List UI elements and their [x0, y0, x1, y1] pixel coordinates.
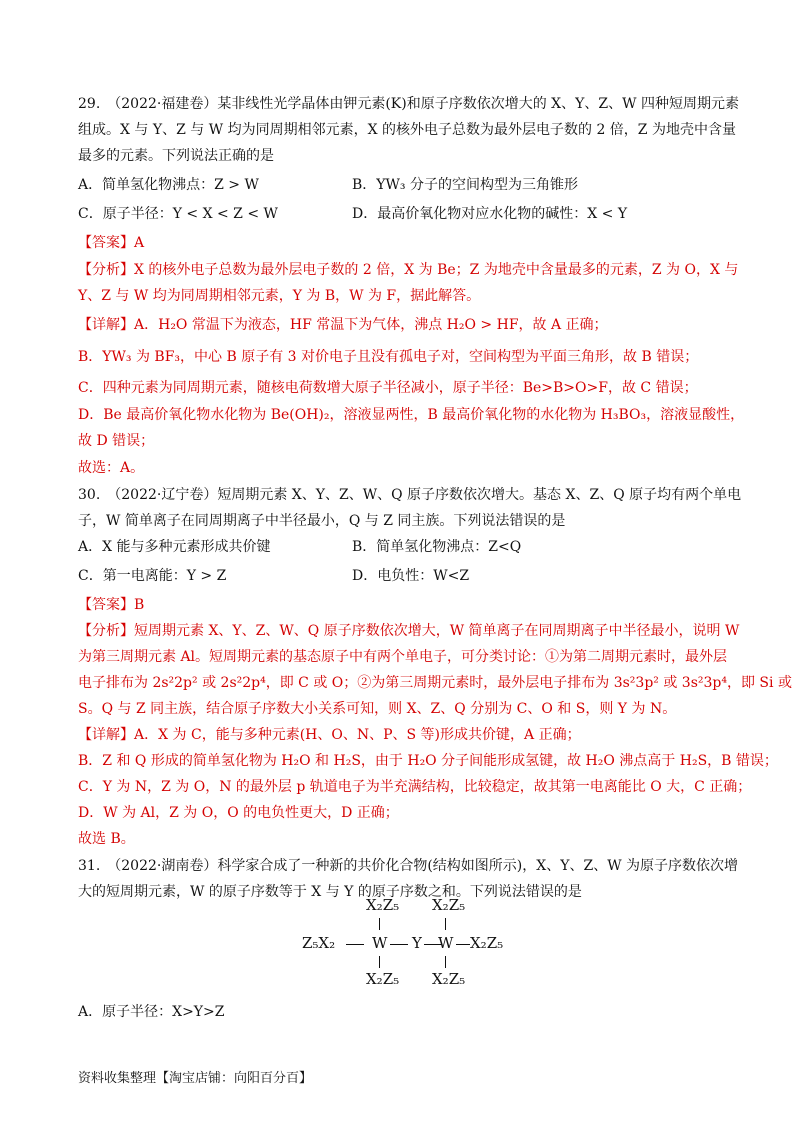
q30-option-c: C．第一电离能：Y > Z [78, 568, 227, 584]
q30-conclusion: 故选 B。 [78, 831, 135, 847]
structural-formula [296, 896, 516, 994]
formula-bottom-left-group: X₂Z₅ [366, 970, 400, 988]
formula-bond-w-y [390, 944, 408, 945]
q30-option-b: B．简单氢化物沸点：Z<Q [352, 539, 522, 555]
formula-bond-left [346, 944, 364, 945]
q30-detail-line3: C．Y 为 N，Z 为 O，N 的最外层 p 轨道电子为半充满结构，比较稳定，故其第一电离能比 O 大，C 正确； [78, 779, 752, 795]
q29-detail-line4: D．Be 最高价氧化物水化物为 Be(OH)₂，溶液显两性，B 最高价氧化物的水化物为 H₃BO₃，溶液显酸性， [78, 407, 745, 423]
q30-answer: 【答案】B [78, 597, 145, 613]
q30-analysis-line4: S。Q 与 Z 同主族，结合原子序数大小关系可知，则 X、Z、Q 分别为 C、O 和 S，则 Y 为 N。 [78, 701, 677, 717]
formula-bond-top-left [379, 918, 380, 930]
formula-bond-top-right [445, 918, 446, 930]
formula-right-group: X₂Z₅ [470, 934, 504, 952]
q29-option-a: A．简单氢化物沸点：Z > W [78, 177, 259, 193]
q29-stem-line1: 29. （2022·福建卷）某非线性光学晶体由钾元素(K)和原子序数依次增大的 X、Y、Z、W 四种短周期元素 [78, 96, 739, 112]
page-footer: 资料收集整理【淘宝店铺：向阳百分百】 [78, 1071, 313, 1086]
q31-stem-line2: 大的短周期元素，W 的原子序数等于 X 与 Y 的原子序数之和。下列说法错误的是 [78, 884, 582, 900]
q29-analysis-line1: 【分析】X 的核外电子总数为最外层电子数的 2 倍，X 为 Be；Z 为地壳中含量最多的元素，Z 为 O，X 与 [78, 262, 739, 278]
q30-analysis-line1: 【分析】短周期元素 X、Y、Z、W、Q 原子序数依次增大，W 简单离子在同周期离子中半径最小，说明 W [78, 623, 740, 639]
q29-detail-line1: 【详解】A．H₂O 常温下为液态，HF 常温下为气体，沸点 H₂O > HF，故 A 正确； [78, 317, 608, 333]
formula-y-atom: Y [412, 934, 422, 952]
q29-analysis-line2: Y、Z 与 W 均为同周期相邻元素，Y 为 B，W 为 F，据此解答。 [78, 288, 481, 304]
q30-detail-line2: B．Z 和 Q 形成的简单氢化物为 H₂O 和 H₂S，由于 H₂O 分子间能形成氢键，故 H₂O 沸点高于 H₂S，B 错误； [78, 753, 778, 769]
q29-conclusion: 故选：A。 [78, 460, 145, 476]
q29-option-c: C．原子半径：Y < X < Z < W [78, 206, 278, 222]
q29-detail-line3: C．四种元素为同周期元素，随核电荷数增大原子半径减小，原子半径：Be>B>O>F，故 C 错误； [78, 380, 698, 396]
q29-detail-line2: B．YW₃ 为 BF₃，中心 B 原子有 3 对价电子且没有孤电子对，空间构型为平面三角形，故 B 错误； [78, 349, 699, 365]
formula-bond-right [456, 944, 470, 945]
formula-left-group: Z₅X₂ [302, 934, 336, 952]
q31-stem-line1: 31. （2022·湖南卷）科学家合成了一种新的共价化合物(结构如图所示)，X、Y、Z、W 为原子序数依次增 [78, 858, 739, 874]
q29-option-b: B．YW₃ 分子的空间构型为三角锥形 [352, 177, 578, 193]
formula-bond-bottom-right [445, 956, 446, 968]
q30-detail-line1: 【详解】A．X 为 C，能与多种元素(H、O、N、P、S 等)形成共价键，A 正确； [78, 727, 581, 743]
formula-bottom-right-group: X₂Z₅ [432, 970, 466, 988]
q30-stem-line1: 30. （2022·辽宁卷）短周期元素 X、Y、Z、W、Q 原子序数依次增大。基态 X、Z、Q 原子均有两个单电 [78, 487, 742, 503]
q30-option-a: A．X 能与多种元素形成共价键 [78, 539, 271, 555]
formula-w-atom-right: W [438, 934, 454, 952]
formula-top-left-group: X₂Z₅ [366, 896, 400, 914]
q29-answer: 【答案】A [78, 235, 145, 251]
q29-detail-line5: 故 D 错误； [78, 433, 155, 449]
q29-option-d: D．最高价氧化物对应水化物的碱性：X < Y [352, 206, 628, 222]
formula-w-atom-left: W [372, 934, 388, 952]
q30-stem-line2: 子，W 简单离子在同周期离子中半径最小，Q 与 Z 同主族。下列说法错误的是 [78, 513, 566, 529]
q29-stem-line3: 最多的元素。下列说法正确的是 [78, 148, 274, 164]
q30-analysis-line2: 为第三周期元素 Al。短周期元素的基态原子中有两个单电子，可分类讨论：①为第二周期元素时，最外层 [78, 649, 728, 665]
q29-stem-line2: 组成。X 与 Y、Z 与 W 均为同周期相邻元素，X 的核外电子总数为最外层电子数的 2 倍，Z 为地壳中含量 [78, 122, 736, 138]
q30-detail-line4: D．W 为 Al，Z 为 O，O 的电负性更大，D 正确； [78, 805, 399, 821]
q30-option-d: D．电负性：W<Z [352, 568, 470, 584]
formula-top-right-group: X₂Z₅ [432, 896, 466, 914]
q31-option-a: A．原子半径：X>Y>Z [78, 1004, 225, 1020]
q30-analysis-line3: 电子排布为 2s²2p² 或 2s²2p⁴，即 C 或 O；②为第三周期元素时，最外层电子排布为 3s²3p² 或 3s²3p⁴，即 Si 或 [78, 675, 792, 691]
formula-bond-bottom-left [379, 956, 380, 968]
